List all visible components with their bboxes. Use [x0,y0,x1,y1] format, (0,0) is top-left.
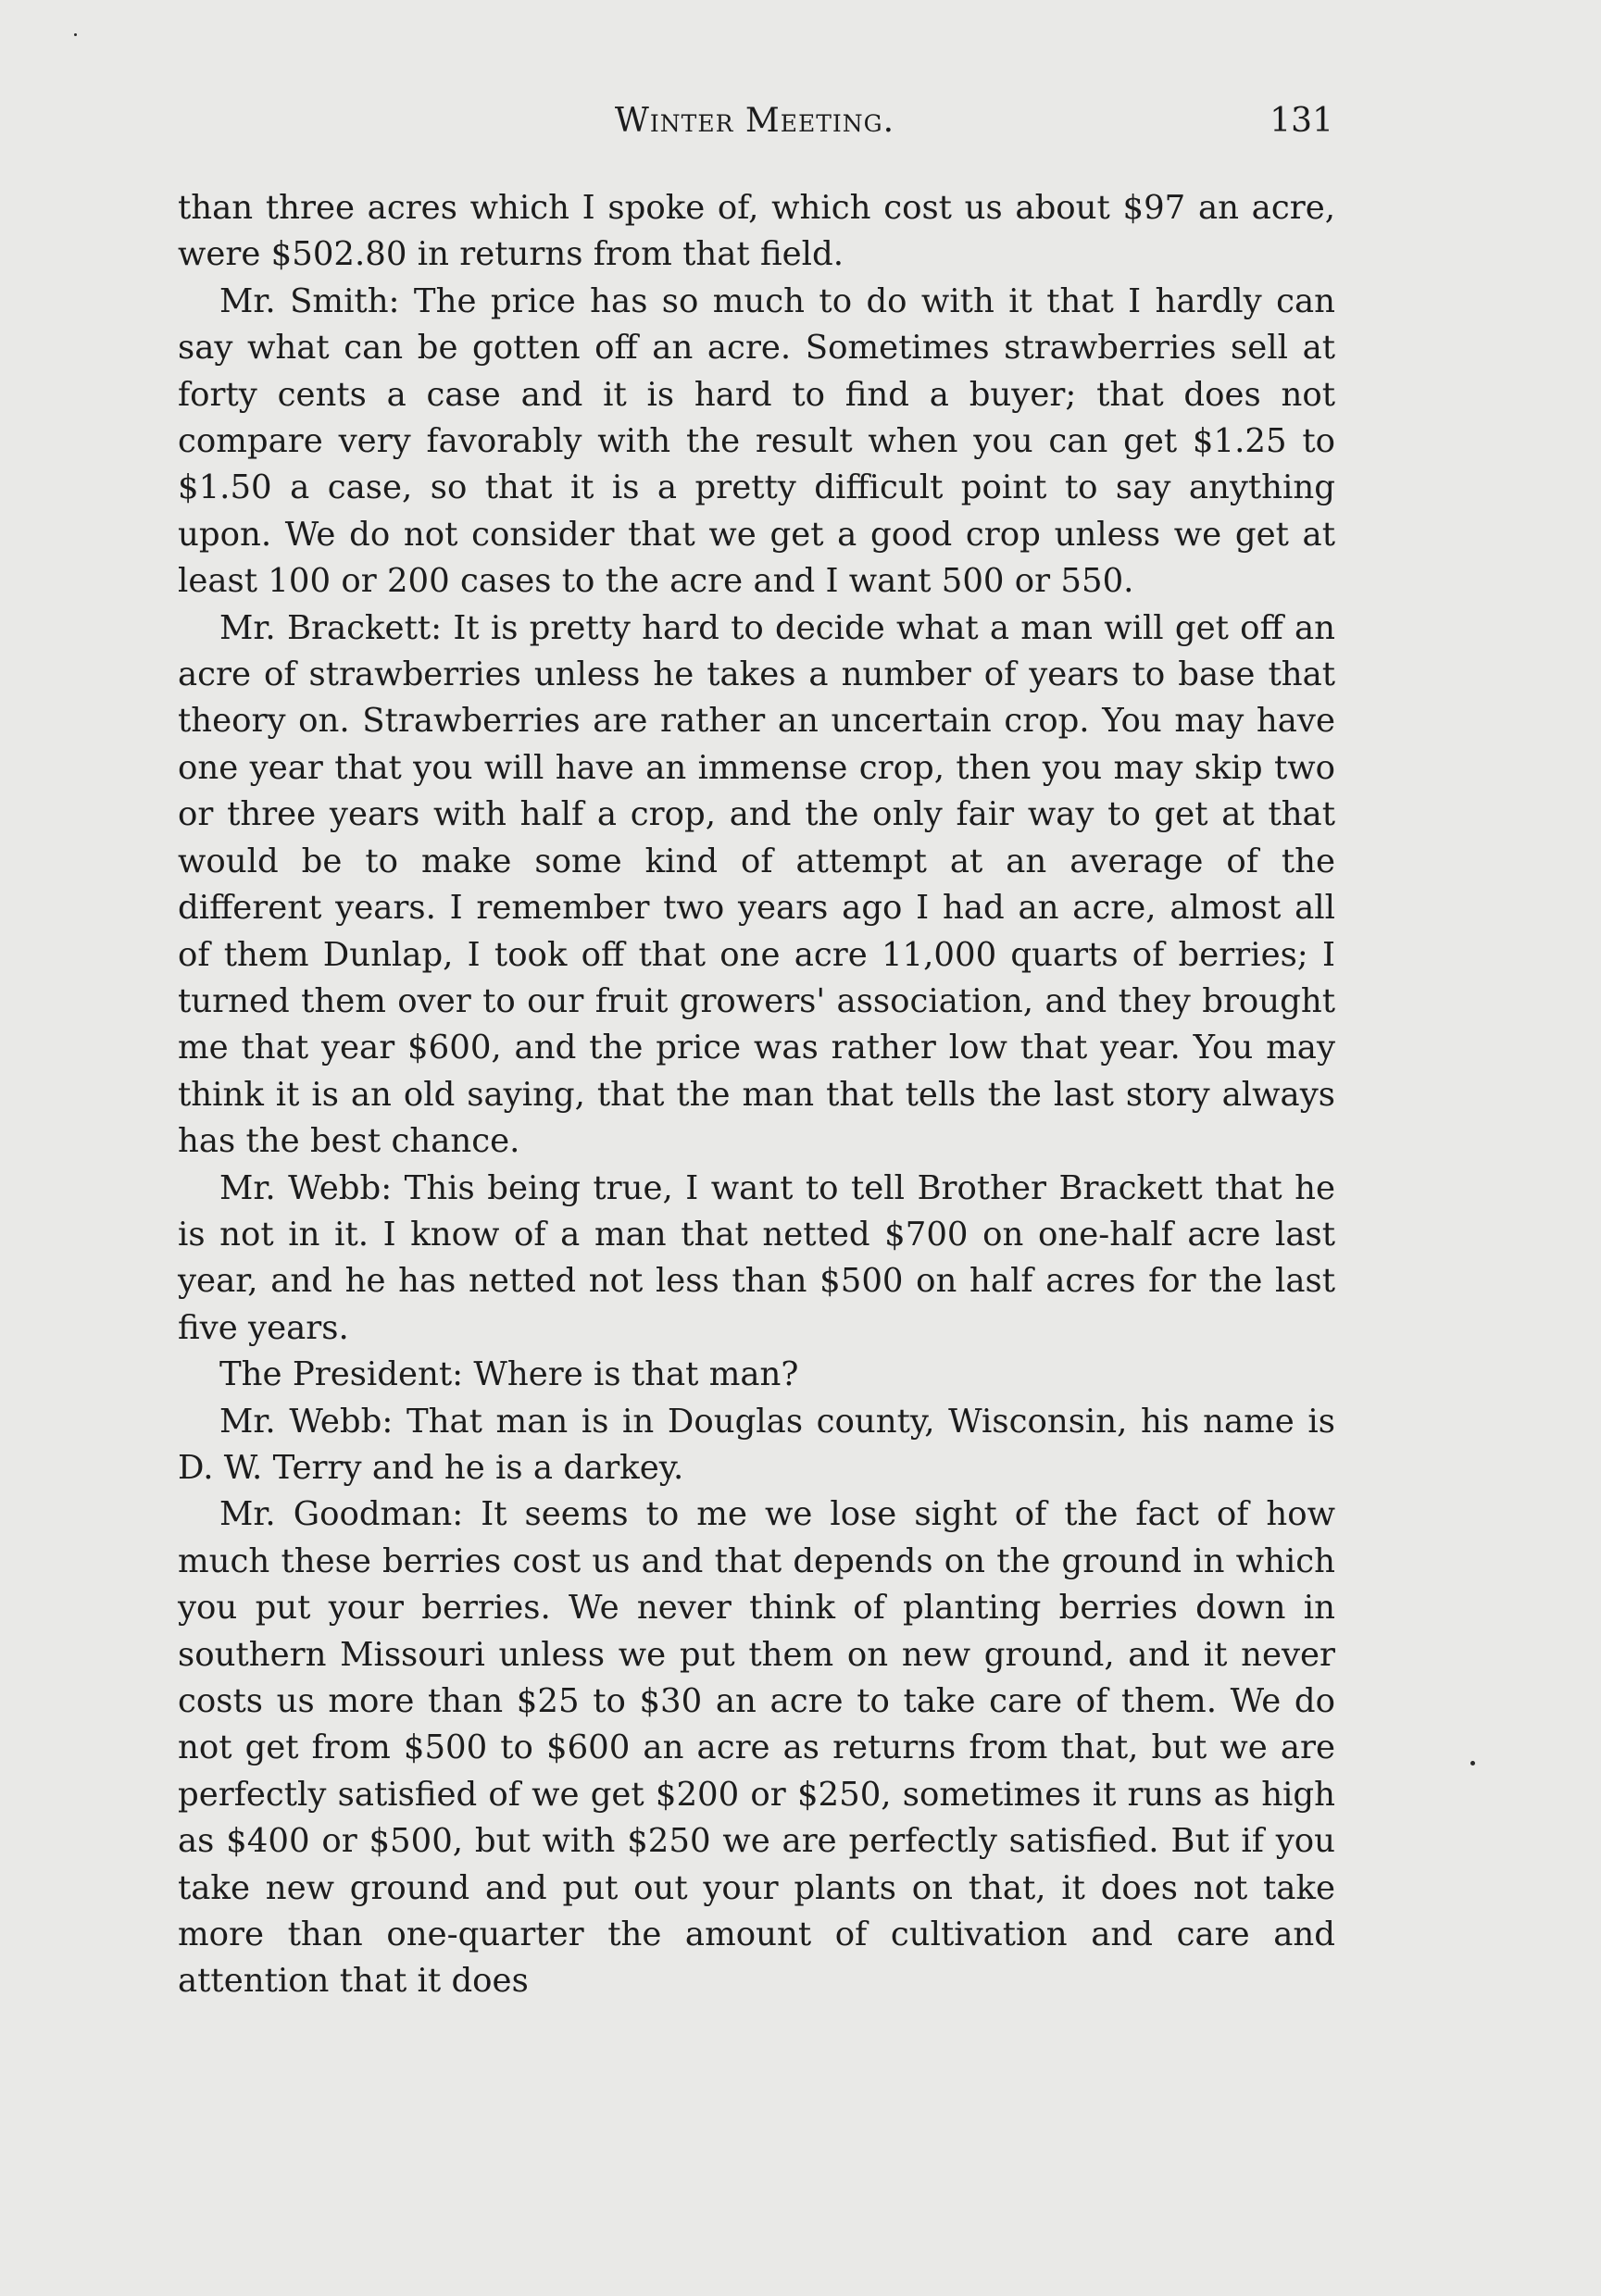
running-title: Winter Meeting. [614,102,895,140]
paragraph-text: It is pretty hard to decide what a man will get off an acre of strawberries unless he takes a number of years to base that theory on. Strawberries are rather an uncertain crop. You may have one year that you will have an immense crop, then you may skip two or three years with half a crop, and the only fair way to get at that would be to make some kind of attempt at an average of the different years. I remember two years ago I had an acre, almost all of them Dunlap, I took off that one acre 11,000 quarts of berries; I turned them over to our fruit growers' association, and they brought me that year $600, and the price was rather low that year. You may think it is an old saying, that the man that tells the last story always has the best chance. [178,608,1335,1161]
page-number: 131 [1270,102,1333,140]
speaker-name: Mr. Smith: [219,281,400,320]
speaker-name: The President: [219,1355,464,1394]
paragraph-continuation [178,185,1335,279]
speaker-name: Mr. Brackett: [219,608,443,647]
scan-speck [74,33,77,36]
paragraph-text: That man is in Douglas county, Wisconsin, his name is D. W. Terry and he is a darkey. [178,1402,1335,1487]
body-text [178,185,1335,2005]
paragraph-text: This being true, I want to tell Brother Brackett that he is not in it. I know of a man that netted $700 on one-half acre last year, and he has netted not less than $500 on half acres for the last five years. [178,1168,1335,1347]
speaker-name: Mr. Webb: [219,1402,394,1441]
paragraph-text: It seems to me we lose sight of the fact of how much these berries cost us and that depends on the ground in which you put your berries. We never think of planting berries down in southern Missouri unless we put them on new ground, and it never costs us more than $25 to $30 an acre to take care of them. We do not get from $500 to $600 an acre as returns from that, but we are perfectly satisfied of we get $200 or $250, sometimes it runs as high as $400 or $500, but with $250 we are perfectly satisfied. But if you take new ground and put out your plants on that, it does not take more than one-quarter the amount of cultivation and care and attention that it does [178,1495,1336,2001]
scan-speck [1470,1761,1475,1766]
paragraph-text: Where is that man? [473,1355,799,1394]
paragraph-webb-reply [178,1399,1335,1492]
paragraph-goodman [178,1491,1335,2004]
paragraph-text: than three acres which I spoke of, which cost us about $97 an acre, were $502.80 in returns from that field. [178,189,1335,274]
speaker-name: Mr. Goodman: [219,1495,464,1534]
paragraph-brackett [178,605,1335,1166]
paragraph-text: The price has so much to do with it that I hardly can say what can be gotten off an acre. Sometimes strawberries sell at forty cents a case and it is hard to find a buyer; that does not compare very favorably with the result when you can get $1.25 to $1.50 a case, so that it is a pretty difficult point to say anything upon. We do not consider that we get a good crop unless we get at least 100 or 200 cases to the acre and I want 500 or 550. [178,281,1335,601]
paragraph-smith [178,279,1335,605]
speaker-name: Mr. Webb: [219,1168,393,1207]
running-header [176,102,1333,148]
paragraph-president [178,1352,1335,1398]
paragraph-webb [178,1166,1335,1353]
